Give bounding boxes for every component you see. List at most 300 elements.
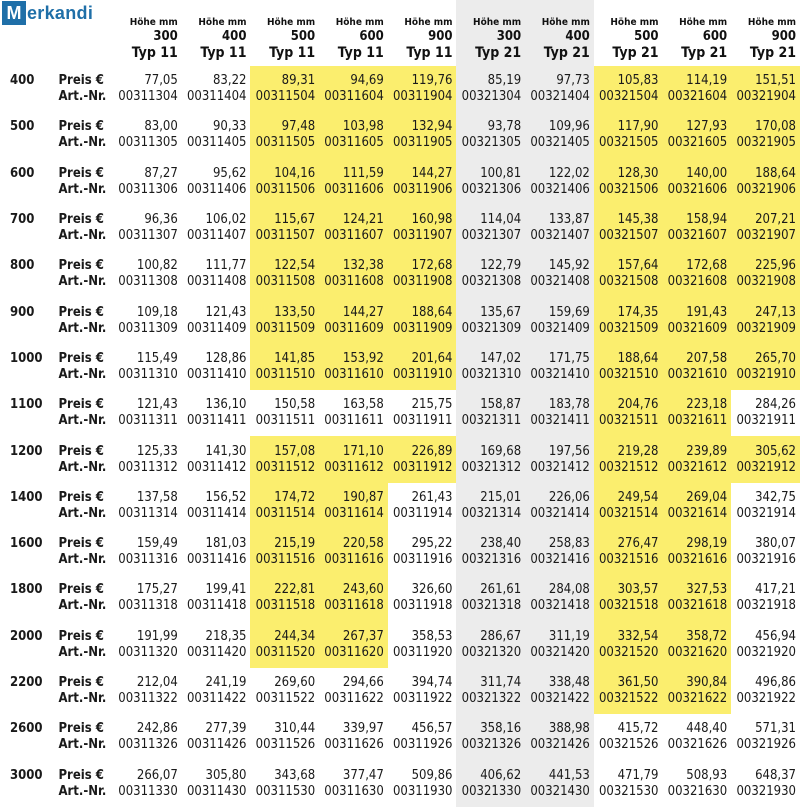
article-number: 00311411 [186, 413, 247, 429]
logo-text: erkandi [27, 2, 94, 23]
article-number: 00311908 [392, 274, 453, 290]
article-number: 00311314 [118, 505, 178, 521]
article-number: 00321312 [461, 459, 522, 475]
article-number: 00311412 [186, 459, 247, 475]
article-number: 00311310 [118, 366, 178, 382]
price-cell [113, 205, 182, 251]
price-cell [731, 668, 800, 714]
article-number: 00321922 [736, 691, 796, 706]
column-type: Typ 21 [612, 45, 659, 61]
article-number: 00321404 [530, 89, 590, 105]
price-cell [250, 483, 319, 529]
price-value: 261,43 [411, 489, 453, 505]
article-number: 00311604 [324, 89, 384, 105]
price-value: 109,96 [548, 119, 590, 135]
price-cell [731, 529, 800, 575]
price-value: 147,02 [480, 350, 522, 366]
article-label: Art.-Nr. [58, 644, 107, 660]
price-cell [731, 575, 800, 621]
price-cell [319, 112, 388, 158]
price-cell [731, 205, 800, 251]
price-value: 298,19 [686, 536, 728, 552]
price-value: 207,58 [686, 350, 728, 366]
row-length: 1400 [10, 489, 43, 505]
price-value: 406,62 [480, 767, 522, 783]
price-cell [182, 575, 251, 621]
price-cell [525, 390, 594, 436]
row-length: 1200 [10, 443, 43, 459]
price-cell [319, 66, 388, 112]
row-labels [48, 112, 113, 158]
price-value: 311,74 [480, 675, 522, 690]
price-cell [182, 390, 251, 436]
table-row [0, 66, 800, 112]
article-number: 00311616 [324, 552, 384, 568]
price-cell [731, 297, 800, 343]
article-number: 00311309 [118, 320, 178, 336]
price-value: 115,49 [136, 350, 178, 366]
price-cell [594, 390, 663, 436]
article-number: 00321306 [461, 181, 522, 197]
price-cell [456, 66, 525, 112]
article-number: 00311930 [392, 783, 453, 799]
article-number: 00321407 [530, 228, 590, 244]
price-value: 238,40 [480, 536, 522, 552]
article-number: 00311907 [392, 228, 453, 244]
article-number: 00311311 [118, 413, 178, 429]
row-labels [48, 714, 113, 760]
price-cell [388, 575, 457, 621]
table-row [0, 622, 800, 668]
price-cell [663, 297, 732, 343]
article-number: 00311404 [186, 89, 247, 105]
article-label: Art.-Nr. [58, 783, 107, 799]
price-value: 508,93 [686, 767, 728, 783]
price-cell [113, 66, 182, 112]
price-value: 97,73 [556, 73, 590, 89]
column-height: 600 [359, 29, 384, 44]
table-row [0, 159, 800, 205]
article-number: 00311306 [118, 181, 178, 197]
price-value: 122,02 [548, 165, 590, 181]
column-header-6 [456, 0, 525, 66]
column-top-label: Höhe mm [679, 17, 728, 28]
article-number: 00311612 [324, 459, 384, 475]
price-cell [525, 436, 594, 482]
table-row [0, 529, 800, 575]
article-number: 00311526 [255, 737, 316, 753]
article-number: 00311312 [118, 459, 178, 475]
article-number: 00311518 [255, 598, 316, 614]
price-value: 171,75 [548, 350, 590, 366]
price-cell [250, 575, 319, 621]
price-cell [731, 159, 800, 205]
article-number: 00321620 [667, 644, 728, 660]
price-value: 380,07 [755, 536, 796, 552]
price-value: 343,68 [274, 767, 316, 783]
article-number: 00321608 [667, 274, 728, 290]
price-value: 100,82 [136, 258, 178, 274]
row-labels [48, 529, 113, 575]
price-cell [388, 436, 457, 482]
price-cell [250, 66, 319, 112]
price-cell [456, 297, 525, 343]
column-type: Typ 11 [200, 45, 247, 61]
price-cell [113, 159, 182, 205]
price-value: 212,04 [136, 675, 178, 690]
article-number: 00311626 [324, 737, 384, 753]
price-cell [525, 575, 594, 621]
article-number: 00311520 [255, 644, 316, 660]
price-cell [594, 483, 663, 529]
article-number: 00311326 [118, 737, 178, 753]
price-value: 342,75 [755, 489, 796, 505]
column-header-4 [319, 0, 388, 66]
price-cell [250, 205, 319, 251]
price-value: 145,38 [617, 212, 659, 228]
price-value: 83,22 [212, 73, 247, 89]
table-row [0, 714, 800, 760]
row-length: 700 [10, 212, 35, 228]
price-value: 215,75 [411, 397, 453, 413]
price-value: 103,98 [342, 119, 384, 135]
article-label: Art.-Nr. [58, 366, 107, 382]
price-cell [388, 483, 457, 529]
price-cell [250, 760, 319, 806]
price-value: 163,58 [342, 397, 384, 413]
price-cell [388, 66, 457, 112]
price-value: 223,18 [686, 397, 728, 413]
row-length: 1000 [10, 350, 43, 366]
price-value: 305,62 [755, 443, 796, 459]
price-cell [388, 159, 457, 205]
article-number: 00311909 [392, 320, 453, 336]
article-number: 00311426 [186, 737, 247, 753]
article-number: 00311316 [118, 552, 178, 568]
row-labels [48, 483, 113, 529]
article-number: 00321607 [667, 228, 728, 244]
price-value: 157,08 [274, 443, 316, 459]
price-cell [456, 483, 525, 529]
article-number: 00321518 [598, 598, 659, 614]
table-row [0, 251, 800, 297]
article-label: Art.-Nr. [58, 691, 107, 706]
price-cell [182, 668, 251, 714]
price-cell [663, 390, 732, 436]
price-cell [388, 344, 457, 390]
price-value: 218,35 [205, 628, 247, 644]
price-value: 121,43 [205, 304, 247, 320]
row-labels [48, 668, 113, 714]
article-number: 00321316 [461, 552, 522, 568]
price-value: 188,64 [411, 304, 453, 320]
price-value: 222,81 [274, 582, 316, 598]
price-cell [250, 344, 319, 390]
price-cell [182, 760, 251, 806]
article-number: 00321930 [736, 783, 796, 799]
price-value: 361,50 [617, 675, 659, 690]
price-label: Preis € [58, 628, 104, 644]
row-labels [48, 575, 113, 621]
row-labels [48, 390, 113, 436]
article-number: 00321908 [736, 274, 796, 290]
price-value: 172,68 [686, 258, 728, 274]
price-cell [388, 112, 457, 158]
price-cell [456, 344, 525, 390]
price-cell [319, 251, 388, 297]
article-number: 00321522 [598, 691, 659, 706]
price-cell [731, 760, 800, 806]
price-label: Preis € [58, 582, 104, 598]
price-value: 258,83 [548, 536, 590, 552]
article-number: 00321322 [461, 691, 522, 706]
price-cell [182, 297, 251, 343]
article-number: 00311318 [118, 598, 178, 614]
article-number: 00321920 [736, 644, 796, 660]
price-cell [250, 529, 319, 575]
price-value: 303,57 [617, 582, 659, 598]
price-value: 158,94 [686, 212, 728, 228]
article-number: 00321912 [736, 459, 796, 475]
price-cell [113, 390, 182, 436]
article-number: 00311610 [324, 366, 384, 382]
price-cell [319, 205, 388, 251]
column-type: Typ 11 [406, 45, 453, 61]
price-cell [250, 159, 319, 205]
row-length: 1100 [10, 397, 43, 413]
price-value: 265,70 [755, 350, 796, 366]
price-cell [525, 714, 594, 760]
price-cell [594, 297, 663, 343]
column-header-2 [182, 0, 251, 66]
price-value: 104,16 [274, 165, 316, 181]
price-value: 201,64 [411, 350, 453, 366]
column-header-9 [663, 0, 732, 66]
price-value: 169,68 [480, 443, 522, 459]
price-cell [663, 66, 732, 112]
price-cell [250, 622, 319, 668]
article-number: 00321909 [736, 320, 796, 336]
article-number: 00321618 [667, 598, 728, 614]
price-value: 358,53 [411, 628, 453, 644]
article-number: 00311510 [255, 366, 316, 382]
price-value: 137,58 [136, 489, 178, 505]
price-value: 114,19 [686, 73, 728, 89]
article-number: 00311508 [255, 274, 316, 290]
price-value: 456,57 [411, 721, 453, 737]
price-cell [182, 529, 251, 575]
price-cell [182, 251, 251, 297]
article-number: 00321926 [736, 737, 796, 753]
row-length: 2200 [10, 675, 43, 690]
article-number: 00321611 [667, 413, 728, 429]
price-value: 128,86 [205, 350, 247, 366]
article-number: 00321426 [530, 737, 590, 753]
price-cell [525, 760, 594, 806]
article-number: 00311911 [392, 413, 453, 429]
price-value: 509,86 [411, 767, 453, 783]
article-number: 00311509 [255, 320, 316, 336]
price-cell [319, 344, 388, 390]
row-labels [48, 436, 113, 482]
article-number: 00321626 [667, 737, 728, 753]
price-cell [731, 483, 800, 529]
article-number: 00311614 [324, 505, 384, 521]
article-number: 00321516 [598, 552, 659, 568]
row-labels [48, 760, 113, 806]
article-number: 00321409 [530, 320, 590, 336]
article-number: 00311422 [186, 691, 247, 706]
price-cell [113, 297, 182, 343]
article-label: Art.-Nr. [58, 598, 107, 614]
article-number: 00311511 [255, 413, 316, 429]
article-number: 00321907 [736, 228, 796, 244]
article-number: 00321412 [530, 459, 590, 475]
price-cell [113, 251, 182, 297]
column-header-3 [250, 0, 319, 66]
price-cell [319, 668, 388, 714]
row-length: 1800 [10, 582, 43, 598]
article-number: 00321605 [667, 135, 728, 151]
price-value: 188,64 [617, 350, 659, 366]
table-row [0, 760, 800, 806]
price-value: 277,39 [205, 721, 247, 737]
article-number: 00311322 [118, 691, 178, 706]
price-value: 156,52 [205, 489, 247, 505]
article-number: 00311305 [118, 135, 178, 151]
price-value: 157,64 [617, 258, 659, 274]
article-number: 00311922 [392, 691, 453, 706]
article-number: 00311506 [255, 181, 316, 197]
price-cell [319, 436, 388, 482]
price-cell [319, 622, 388, 668]
row-length: 800 [10, 258, 35, 274]
price-cell [182, 344, 251, 390]
article-number: 00311607 [324, 228, 384, 244]
price-value: 294,66 [342, 675, 384, 690]
article-number: 00321914 [736, 505, 796, 521]
price-value: 197,56 [548, 443, 590, 459]
article-number: 00321916 [736, 552, 796, 568]
article-number: 00321906 [736, 181, 796, 197]
table-row [0, 112, 800, 158]
price-value: 119,76 [411, 73, 453, 89]
price-value: 171,10 [342, 443, 384, 459]
article-number: 00321520 [598, 644, 659, 660]
article-number: 00321507 [598, 228, 659, 244]
price-label: Preis € [58, 721, 104, 737]
price-value: 188,64 [755, 165, 796, 181]
article-number: 00321326 [461, 737, 522, 753]
price-cell [182, 159, 251, 205]
article-number: 00321514 [598, 505, 659, 521]
price-cell [525, 251, 594, 297]
price-cell [456, 436, 525, 482]
article-number: 00321610 [667, 366, 728, 382]
price-cell [594, 66, 663, 112]
price-value: 247,13 [755, 304, 796, 320]
table-row [0, 575, 800, 621]
price-cell [525, 483, 594, 529]
price-label: Preis € [58, 489, 104, 505]
price-value: 94,69 [350, 73, 384, 89]
article-number: 00311405 [186, 135, 247, 151]
price-cell [594, 344, 663, 390]
article-number: 00311514 [255, 505, 316, 521]
article-number: 00311918 [392, 598, 453, 614]
price-label: Preis € [58, 165, 104, 181]
column-type: Typ 11 [131, 45, 178, 61]
price-cell [525, 297, 594, 343]
article-label: Art.-Nr. [58, 552, 107, 568]
article-number: 00311522 [255, 691, 316, 706]
price-value: 243,60 [342, 582, 384, 598]
price-cell [250, 436, 319, 482]
article-number: 00321416 [530, 552, 590, 568]
article-number: 00321614 [667, 505, 728, 521]
article-number: 00311611 [324, 413, 384, 429]
article-number: 00311609 [324, 320, 384, 336]
column-top-label: Höhe mm [198, 17, 247, 28]
merkandi-logo [2, 0, 93, 26]
price-value: 266,07 [136, 767, 178, 783]
price-value: 100,81 [480, 165, 522, 181]
table-row [0, 483, 800, 529]
article-number: 00321910 [736, 366, 796, 382]
article-number: 00321414 [530, 505, 590, 521]
article-number: 00311608 [324, 274, 384, 290]
price-cell [594, 159, 663, 205]
price-cell [182, 714, 251, 760]
article-number: 00311920 [392, 644, 453, 660]
table-row [0, 344, 800, 390]
article-label: Art.-Nr. [58, 274, 107, 290]
price-label: Preis € [58, 397, 104, 413]
price-value: 311,19 [548, 628, 590, 644]
price-value: 338,48 [548, 675, 590, 690]
price-value: 90,33 [212, 119, 247, 135]
price-cell [319, 760, 388, 806]
price-value: 77,05 [144, 73, 178, 89]
price-cell [113, 112, 182, 158]
article-number: 00311307 [118, 228, 178, 244]
article-number: 00321420 [530, 644, 590, 660]
column-height: 300 [496, 29, 522, 44]
price-value: 140,00 [686, 165, 728, 181]
price-cell [319, 714, 388, 760]
column-type: Typ 21 [749, 45, 796, 61]
column-type: Typ 21 [543, 45, 590, 61]
price-cell [663, 344, 732, 390]
article-number: 00321408 [530, 274, 590, 290]
price-cell [456, 112, 525, 158]
article-number: 00311622 [324, 691, 384, 706]
price-value: 226,06 [548, 489, 590, 505]
article-number: 00311912 [392, 459, 453, 475]
price-value: 172,68 [411, 258, 453, 274]
column-header-7 [525, 0, 594, 66]
article-number: 00321406 [530, 181, 590, 197]
price-label: Preis € [58, 767, 104, 783]
price-value: 87,27 [144, 165, 178, 181]
price-cell [388, 760, 457, 806]
price-cell [594, 529, 663, 575]
price-value: 220,58 [342, 536, 384, 552]
article-number: 00321622 [667, 691, 728, 706]
price-cell [182, 205, 251, 251]
price-value: 83,00 [144, 119, 178, 135]
price-value: 89,31 [281, 73, 316, 89]
